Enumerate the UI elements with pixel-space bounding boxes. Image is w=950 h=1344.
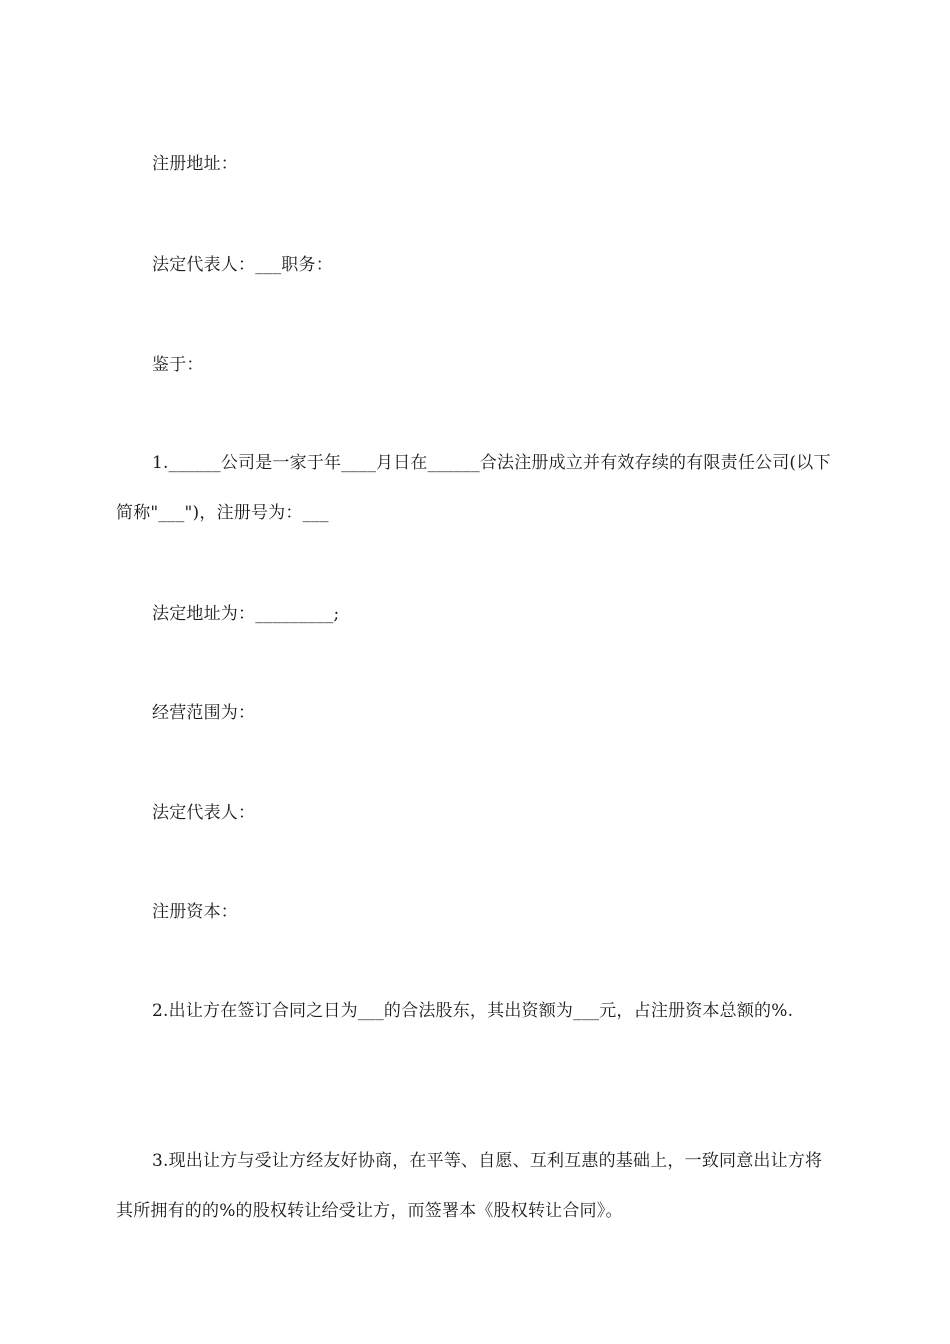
legal-representative-line: 法定代表人： (152, 803, 256, 823)
clause-2-shareholder-contribution: 2.出让方在签订合同之日为___的合法股东，其出资额为___元，占注册资本总额的%. (152, 1001, 794, 1021)
registered-capital-line: 注册资本： (152, 902, 238, 922)
whereas-heading: 鉴于： (152, 355, 204, 375)
clause-1-company-info: 1.______公司是一家于年____月日在______合法注册成立并有效存续的有限责任公司(以下简称"___")，注册号为：___ (116, 453, 831, 523)
legal-representative-position-line: 法定代表人：___职务： (152, 255, 333, 275)
registered-address-line: 注册地址： (152, 154, 238, 174)
clause-3-equity-transfer-agreement: 3.现出让方与受让方经友好协商，在平等、自愿、互利互惠的基础上，一致同意出让方将其所拥有的的%的股权转让给受让方，而签署本《股权转让合同》。 (116, 1151, 823, 1221)
business-scope-line: 经营范围为： (152, 703, 256, 723)
legal-address-line: 法定地址为：_________; (152, 604, 340, 624)
